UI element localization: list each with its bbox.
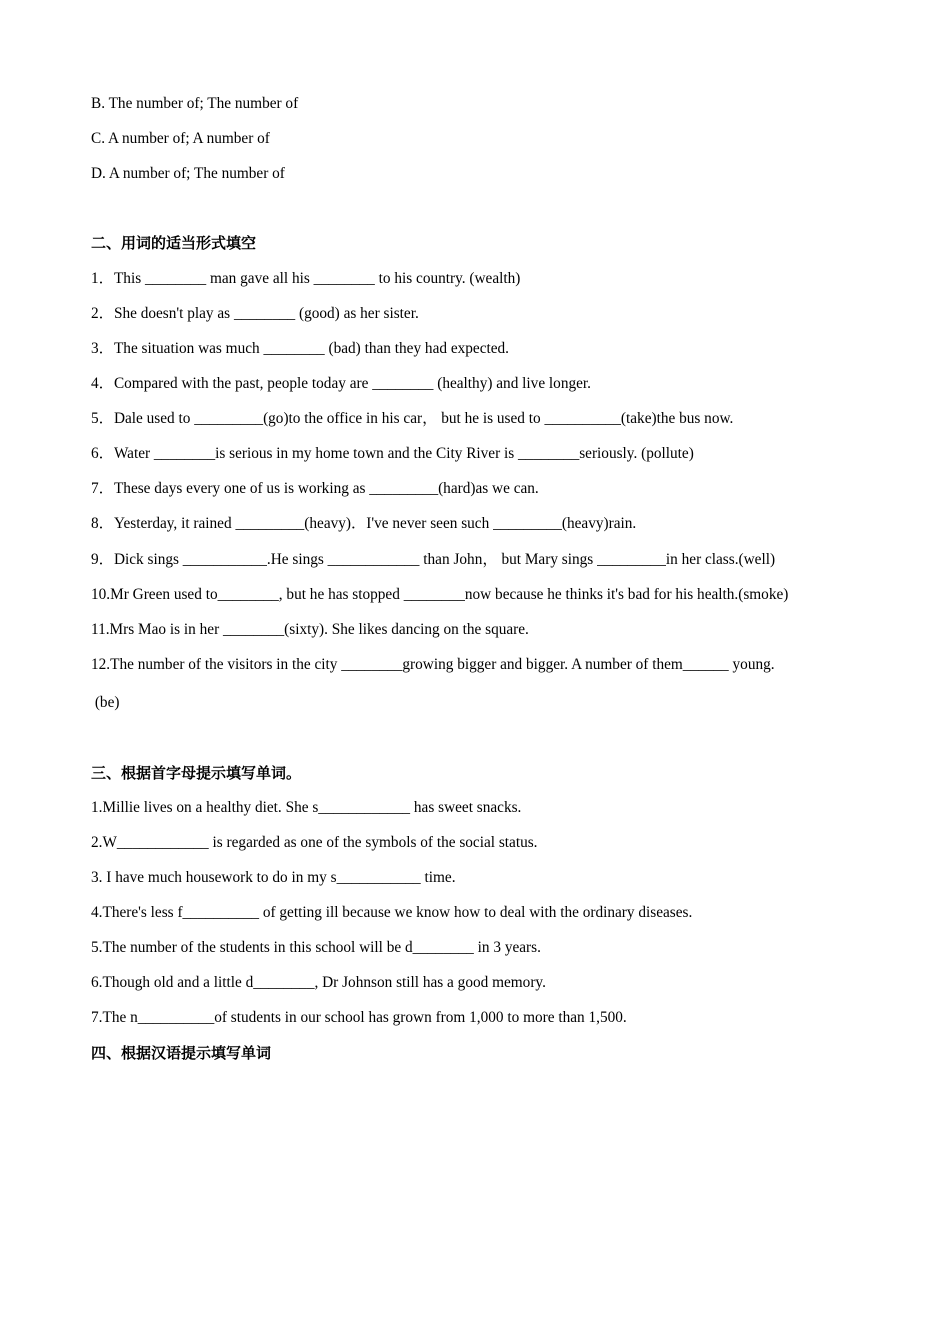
question-item-continuation: (be): [91, 694, 120, 711]
question-item: 7．These days every one of us is working as _________(hard)as we can.: [91, 480, 539, 497]
question-item: 11.Mrs Mao is in her ________(sixty). She likes dancing on the square.: [91, 621, 529, 638]
question-item: 10.Mr Green used to________, but he has stopped ________now because he thinks it's bad for his health.(smoke): [91, 586, 789, 603]
question-item: 2．She doesn't play as ________ (good) as her sister.: [91, 305, 419, 322]
option-c: C. A number of; A number of: [91, 130, 270, 147]
question-item: 12.The number of the visitors in the city ________growing bigger and bigger. A number of them______ young.: [91, 656, 775, 673]
question-item: 1．This ________ man gave all his ________ to his country. (wealth): [91, 270, 521, 287]
question-item: 8．Yesterday, it rained _________(heavy)．I've never seen such _________(heavy)rain.: [91, 515, 637, 532]
question-item: 6．Water ________is serious in my home town and the City River is ________seriously. (pollute): [91, 445, 694, 462]
section-4-heading: 四、根据汉语提示填写单词: [91, 1044, 272, 1062]
question-item: 1.Millie lives on a healthy diet. She s____________ has sweet snacks.: [91, 799, 522, 816]
question-item: 3. I have much housework to do in my s___________ time.: [91, 869, 456, 886]
question-item: 4．Compared with the past, people today are ________ (healthy) and live longer.: [91, 375, 591, 392]
option-b: B. The number of; The number of: [91, 95, 299, 112]
section-2-heading: 二、用词的适当形式填空: [91, 234, 257, 252]
question-item: 6.Though old and a little d________, Dr Johnson still has a good memory.: [91, 974, 546, 991]
question-item: 4.There's less f__________ of getting ill because we know how to deal with the ordinary diseases.: [91, 904, 693, 921]
question-item: 2.W____________ is regarded as one of the symbols of the social status.: [91, 834, 538, 851]
question-item: 5.The number of the students in this school will be d________ in 3 years.: [91, 939, 541, 956]
question-item: 7.The n__________of students in our school has grown from 1,000 to more than 1,500.: [91, 1009, 627, 1026]
section-3-heading: 三、根据首字母提示填写单词。: [91, 764, 302, 782]
option-d: D. A number of; The number of: [91, 165, 285, 182]
question-item: 9．Dick sings ___________.He sings ____________ than John， but Mary sings _________in her class.(well): [91, 551, 776, 568]
question-item: 5．Dale used to _________(go)to the office in his car， but he is used to __________(take)the bus now.: [91, 410, 734, 427]
question-item: 3．The situation was much ________ (bad) than they had expected.: [91, 340, 510, 357]
